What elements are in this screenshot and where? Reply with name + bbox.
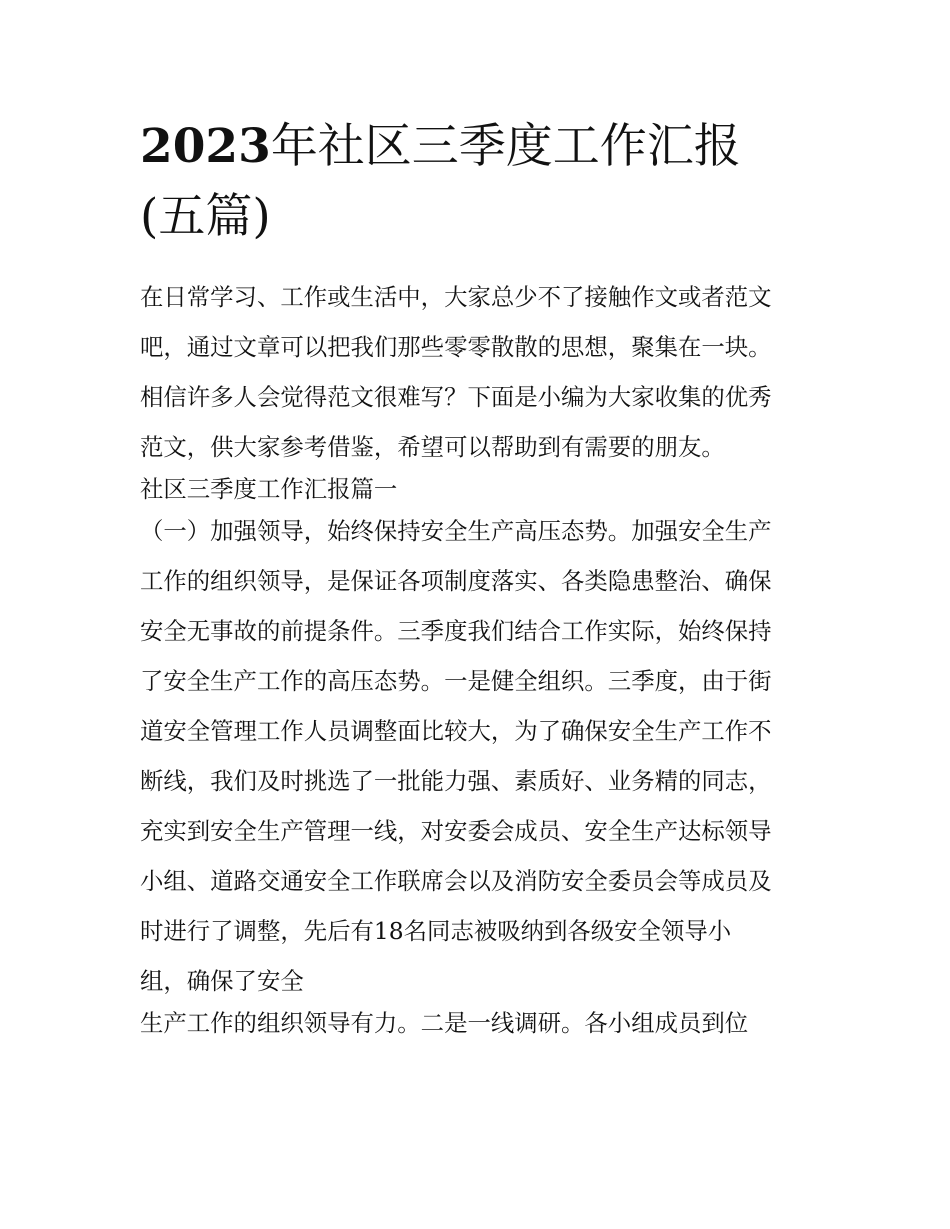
title-line-2: (五篇) xyxy=(140,189,271,244)
section-line: （一）加强领导，始终保持安全生产高压态势。加强安全生产 xyxy=(140,517,772,545)
section-line: 了安全生产工作的高压态势。一是健全组织。三季度，由于街 xyxy=(140,667,772,695)
intro-line: 相信许多人会觉得范文很难写？下面是小编为大家收集的优秀 xyxy=(140,383,772,411)
section-line: 生产工作的组织领导有力。二是一线调研。各小组成员到位 xyxy=(140,1009,749,1037)
intro-line: 在日常学习、工作或生活中，大家总少不了接触作文或者范文 xyxy=(140,283,772,311)
document-content xyxy=(140,112,820,1048)
document-body xyxy=(140,272,820,1048)
title-line-1 xyxy=(140,112,820,182)
section-line: 时进行了调整，先后有18名同志被吸纳到各级安全领导小 xyxy=(140,917,732,945)
intro-line: 范文，供大家参考借鉴，希望可以帮助到有需要的朋友。 xyxy=(140,433,725,461)
title-year: 2023 xyxy=(140,119,271,174)
section-line: 工作的组织领导，是保证各项制度落实、各类隐患整治、确保 xyxy=(140,567,772,595)
section-line: 充实到安全生产管理一线，对安委会成员、安全生产达标领导 xyxy=(140,817,772,845)
section-heading: 社区三季度工作汇报篇一 xyxy=(140,475,398,503)
section-line: 断线，我们及时挑选了一批能力强、素质好、业务精的同志， xyxy=(140,767,772,795)
section-line: 小组、道路交通安全工作联席会以及消防安全委员会等成员及 xyxy=(140,867,772,895)
section-line: 组，确保了安全 xyxy=(140,967,304,995)
title-text: 年社区三季度工作汇报 xyxy=(270,119,741,174)
document-title xyxy=(140,112,820,252)
intro-line: 吧，通过文章可以把我们那些零零散散的思想，聚集在一块。 xyxy=(140,333,772,361)
section-line: 安全无事故的前提条件。三季度我们结合工作实际，始终保持 xyxy=(140,617,772,645)
section-line: 道安全管理工作人员调整面比较大，为了确保安全生产工作不 xyxy=(140,717,772,745)
